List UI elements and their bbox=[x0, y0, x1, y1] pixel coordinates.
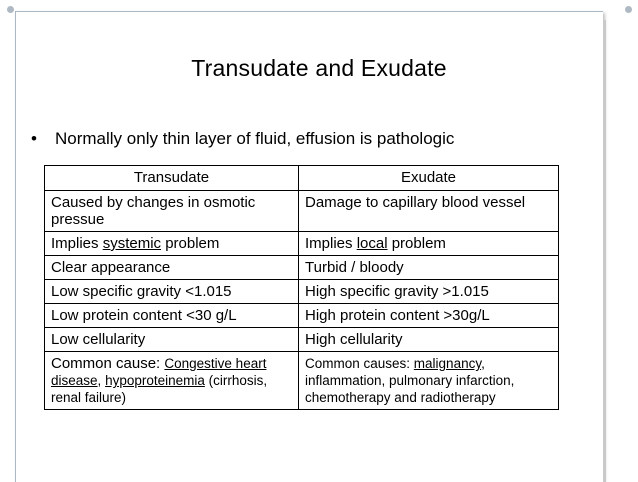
table-row bbox=[45, 304, 559, 328]
bullet-text: Normally only thin layer of fluid, effusion is pathologic bbox=[55, 129, 455, 148]
table-row bbox=[45, 328, 559, 352]
bullet-point bbox=[31, 129, 454, 149]
header-transudate: Transudate bbox=[45, 166, 299, 191]
cell-text: problem bbox=[161, 235, 220, 252]
exudate-cell: Turbid / bloody bbox=[299, 256, 559, 280]
cell-text: Implies bbox=[305, 235, 357, 252]
cell-text: , bbox=[97, 373, 106, 388]
table-row bbox=[45, 232, 559, 256]
underlined-text: Congestive heart disease bbox=[51, 356, 267, 388]
cell-text: , inflammation, pulmonary infarction, chemotherapy and radiotherapy bbox=[305, 356, 515, 405]
table-row bbox=[45, 191, 559, 232]
table-header-row bbox=[45, 166, 559, 191]
table-row bbox=[45, 256, 559, 280]
exudate-cell: High protein content >30g/L bbox=[299, 304, 559, 328]
cell-text: problem bbox=[387, 235, 446, 252]
header-exudate: Exudate bbox=[299, 166, 559, 191]
comparison-table bbox=[44, 165, 559, 410]
exudate-cell: High cellularity bbox=[299, 328, 559, 352]
transudate-cell bbox=[45, 352, 299, 410]
cell-text: (cirrhosis, renal failure) bbox=[51, 373, 268, 405]
transudate-cell bbox=[45, 232, 299, 256]
cell-text: Implies bbox=[51, 235, 103, 252]
underlined-text: local bbox=[356, 235, 388, 252]
cell-text: Common cause: bbox=[51, 355, 165, 372]
decorative-dot-top-left bbox=[7, 6, 14, 13]
transudate-cell: Low specific gravity <1.015 bbox=[45, 280, 299, 304]
table-row bbox=[45, 352, 559, 410]
transudate-cell: Low cellularity bbox=[45, 328, 299, 352]
slide-title: Transudate and Exudate bbox=[191, 55, 447, 81]
transudate-cell: Clear appearance bbox=[45, 256, 299, 280]
underlined-text: hypoproteinemia bbox=[105, 373, 205, 388]
table-row bbox=[45, 280, 559, 304]
exudate-cell: Damage to capillary blood vessel bbox=[299, 191, 559, 232]
exudate-cell bbox=[299, 232, 559, 256]
underlined-text: systemic bbox=[102, 235, 162, 252]
transudate-cell: Low protein content <30 g/L bbox=[45, 304, 299, 328]
cell-text: Common causes: bbox=[305, 356, 414, 371]
exudate-cell bbox=[299, 352, 559, 410]
decorative-dot-top-right bbox=[625, 6, 632, 13]
bullet-icon: • bbox=[31, 129, 37, 148]
exudate-cell: High specific gravity >1.015 bbox=[299, 280, 559, 304]
underlined-text: malignancy bbox=[413, 356, 482, 371]
transudate-cell: Caused by changes in osmotic pressue bbox=[45, 191, 299, 232]
